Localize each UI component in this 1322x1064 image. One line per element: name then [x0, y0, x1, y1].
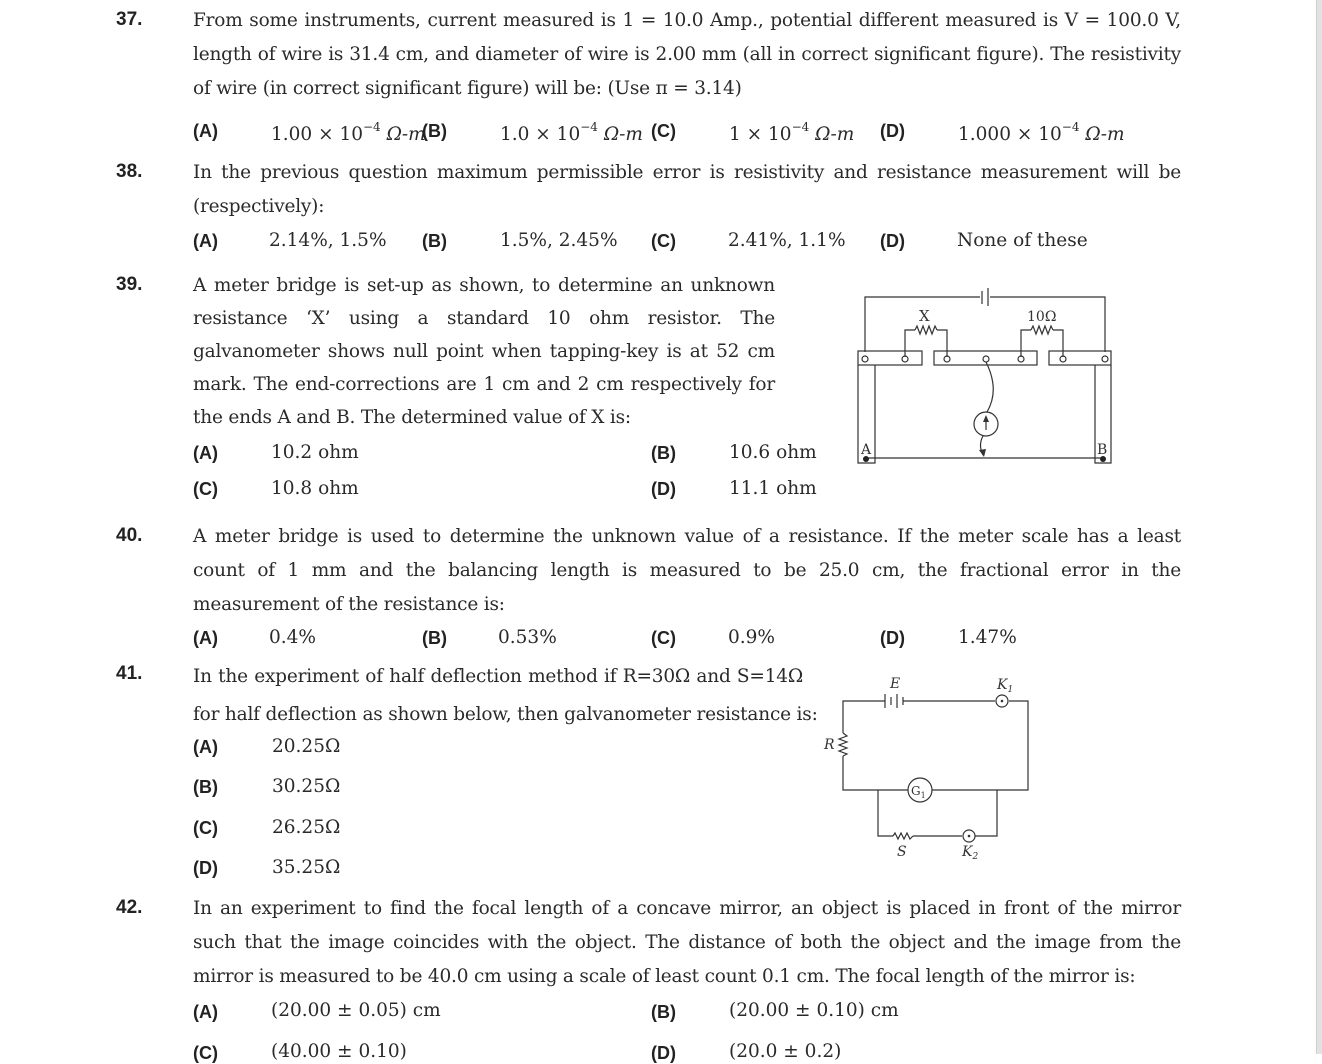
q41-option-a-label[interactable]: (A): [193, 737, 218, 757]
question-40-number: 40.: [116, 525, 143, 546]
resistor-s-icon: [893, 833, 913, 839]
q38-option-d-label[interactable]: (D): [880, 231, 905, 251]
question-42-line-3: mirror is measured to be 40.0 cm using a scale of least count 0.1 cm. The focal length of the mirror is:: [193, 966, 1136, 987]
question-38-line-1: In the previous question maximum permissible error is resistivity and resistance measurement will be: [193, 162, 1181, 183]
question-40-text: [193, 520, 1181, 622]
q37-option-a-label[interactable]: (A): [193, 121, 218, 141]
q40-option-d-value[interactable]: 1.47%: [958, 627, 1017, 648]
q41-option-b-label[interactable]: (B): [193, 777, 218, 797]
question-39-line-3: galvanometer shows null point when tapping-key is at 52 cm: [193, 341, 775, 362]
question-39-line-4: mark. The end-corrections are 1 cm and 2 cm respectively for: [193, 374, 775, 395]
q39-option-a-label[interactable]: (A): [193, 443, 218, 463]
q42-option-d-value[interactable]: (20.0 ± 0.2): [729, 1041, 842, 1062]
question-40-line-1: A meter bridge is used to determine the unknown value of a resistance. If the meter scale has a least: [193, 526, 1181, 547]
diagram-label-k1: $K_1$: [997, 677, 1014, 695]
q39-option-c-value[interactable]: 10.8 ohm: [271, 478, 359, 499]
question-37-line-2: length of wire is 31.4 cm, and diameter of wire is 2.00 mm (all in correct significant figure). The resistivity: [193, 44, 1181, 65]
q40-option-a-value[interactable]: 0.4%: [269, 627, 316, 648]
q38-option-a-label[interactable]: (A): [193, 231, 218, 251]
resistor-10ohm-icon: [1031, 326, 1053, 334]
question-38-text: [193, 156, 1181, 224]
q39-option-c-label[interactable]: (C): [193, 479, 218, 499]
q37-option-a-value[interactable]: $1.00 \times 10^{-4}$ Ω-m: [271, 120, 426, 145]
question-41-line-2: for half deflection as shown below, then galvanometer resistance is:: [193, 704, 818, 725]
page-edge-scrollbar[interactable]: [1316, 0, 1322, 1054]
q42-option-a-value[interactable]: (20.00 ± 0.05) cm: [271, 1000, 441, 1021]
question-39-line-1: A meter bridge is set-up as shown, to determine an unknown: [193, 275, 775, 296]
diagram-label-r: R: [824, 737, 835, 753]
q37-option-c-value[interactable]: $1 \times 10^{-4}$ Ω-m: [729, 120, 855, 145]
q37-option-b-label[interactable]: (B): [422, 121, 447, 141]
question-39-line-5: the ends A and B. The determined value of X is:: [193, 407, 631, 428]
meter-bridge-diagram: [850, 280, 1130, 470]
q41-option-c-value[interactable]: 26.25Ω: [272, 817, 341, 838]
q41-option-d-value[interactable]: 35.25Ω: [272, 857, 341, 878]
q40-option-b-label[interactable]: (B): [422, 628, 447, 648]
q39-option-a-value[interactable]: 10.2 ohm: [271, 442, 359, 463]
question-39-text: [193, 269, 775, 434]
q38-option-c-value[interactable]: 2.41%, 1.1%: [728, 230, 846, 251]
question-40-line-2: count of 1 mm and the balancing length is measured to be 25.0 cm, the fractional error in the: [193, 560, 1181, 581]
question-42-number: 42.: [116, 897, 143, 918]
q42-option-c-value[interactable]: (40.00 ± 0.10): [271, 1041, 407, 1062]
diagram-label-a: A: [861, 442, 872, 458]
q39-option-d-label[interactable]: (D): [651, 479, 676, 499]
q41-option-a-value[interactable]: 20.25Ω: [272, 736, 341, 757]
question-37-line-3: of wire (in correct significant figure) will be: (Use π = 3.14): [193, 78, 742, 99]
q39-option-b-value[interactable]: 10.6 ohm: [729, 442, 817, 463]
q37-option-b-value[interactable]: $1.0 \times 10^{-4}$ Ω-m: [500, 120, 643, 145]
question-41-number: 41.: [116, 663, 143, 684]
diagram-label-g1: $G_1$: [911, 784, 926, 800]
q42-option-c-label[interactable]: (C): [193, 1043, 218, 1063]
q38-option-c-label[interactable]: (C): [651, 231, 676, 251]
q38-option-d-value[interactable]: None of these: [957, 230, 1088, 251]
q38-option-b-value[interactable]: 1.5%, 2.45%: [500, 230, 618, 251]
question-37-number: 37.: [116, 9, 143, 30]
q40-option-d-label[interactable]: (D): [880, 628, 905, 648]
q42-option-b-label[interactable]: (B): [651, 1002, 676, 1022]
q41-option-b-value[interactable]: 30.25Ω: [272, 776, 341, 797]
q40-option-b-value[interactable]: 0.53%: [498, 627, 557, 648]
q37-option-c-label[interactable]: (C): [651, 121, 676, 141]
jockey-icon: [979, 449, 986, 457]
diagram-label-10ohm: 10Ω: [1027, 309, 1057, 325]
question-37-line-1: From some instruments, current measured is 1 = 10.0 Amp., potential different measured is V = 100.0 V,: [193, 10, 1181, 31]
q40-option-c-value[interactable]: 0.9%: [728, 627, 775, 648]
q42-option-b-value[interactable]: (20.00 ± 0.10) cm: [729, 1000, 899, 1021]
q42-option-a-label[interactable]: (A): [193, 1002, 218, 1022]
question-40-line-3: measurement of the resistance is:: [193, 594, 505, 615]
q40-option-c-label[interactable]: (C): [651, 628, 676, 648]
q39-option-d-value[interactable]: 11.1 ohm: [729, 478, 817, 499]
resistor-x-icon: [915, 326, 937, 334]
diagram-label-x: X: [919, 307, 930, 325]
question-42-line-1: In an experiment to find the focal length of a concave mirror, an object is placed in front of the mirror: [193, 898, 1181, 919]
diagram-label-e: E: [890, 676, 901, 692]
question-39-line-2: resistance ‘X’ using a standard 10 ohm resistor. The: [193, 308, 775, 329]
q38-option-a-value[interactable]: 2.14%, 1.5%: [269, 230, 387, 251]
half-deflection-circuit-diagram: [815, 668, 1045, 863]
q42-option-d-label[interactable]: (D): [651, 1043, 676, 1063]
diagram-label-b: B: [1097, 442, 1108, 458]
question-41-line-1: In the experiment of half deflection method if R=30Ω and S=14Ω: [193, 666, 803, 687]
question-42-line-2: such that the image coincides with the object. The distance of both the object and the image from the: [193, 932, 1181, 953]
question-38-number: 38.: [116, 161, 143, 182]
q39-option-b-label[interactable]: (B): [651, 443, 676, 463]
q40-option-a-label[interactable]: (A): [193, 628, 218, 648]
q37-option-d-label[interactable]: (D): [880, 121, 905, 141]
q41-option-d-label[interactable]: (D): [193, 858, 218, 878]
question-41-text: [193, 658, 818, 734]
q41-option-c-label[interactable]: (C): [193, 818, 218, 838]
diagram-label-k2: $K_2$: [962, 844, 979, 862]
diagram-label-s: S: [897, 844, 907, 860]
question-42-text: [193, 892, 1181, 994]
question-39-number: 39.: [116, 274, 143, 295]
resistor-r-icon: [839, 733, 847, 756]
q37-option-d-value[interactable]: $1.000 \times 10^{-4}$ Ω-m: [958, 120, 1125, 145]
q38-option-b-label[interactable]: (B): [422, 231, 447, 251]
question-37-text: [193, 4, 1181, 106]
question-38-line-2: (respectively):: [193, 196, 325, 217]
